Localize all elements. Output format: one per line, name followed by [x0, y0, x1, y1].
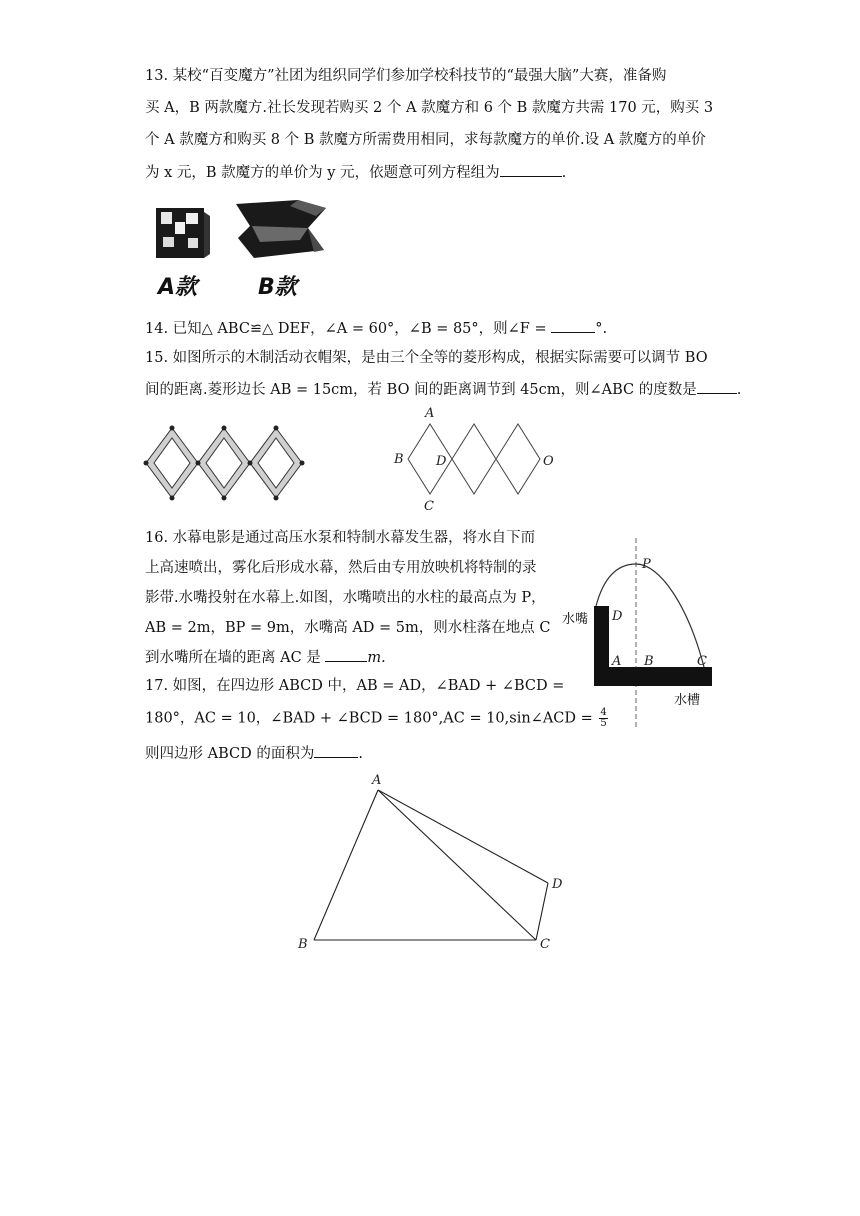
q13-line-4 — [145, 162, 566, 183]
q16-line-4: AB = 2m，BP = 9m，水嘴高 AD = 5m，则水柱落在地点 C — [145, 620, 551, 636]
cube-b-icon — [236, 200, 326, 258]
sin-fraction — [599, 708, 607, 729]
cube-a-label: A款 — [158, 275, 198, 300]
label-b: B — [394, 452, 404, 467]
q17-line-2 — [145, 708, 608, 729]
label-a: A — [425, 406, 435, 421]
label-d: D — [552, 877, 563, 892]
q15-answer-blank[interactable] — [697, 379, 737, 394]
q15-line-2-end: . — [736, 382, 742, 398]
trough-label: 水槽 — [674, 693, 701, 708]
label-a: A — [612, 654, 622, 669]
q13-line-3: 个 A 款魔方和购买 8 个 B 款魔方所需费用相同，求每款魔方的单价.设 A 款魔方的单价 — [145, 132, 706, 148]
label-c: C — [424, 499, 434, 514]
label-d: D — [612, 609, 623, 624]
q16-fountain-figure — [556, 536, 720, 732]
frac-denominator: 5 — [600, 718, 607, 729]
q16-line-1: 16. 水幕电影是通过高压水泵和特制水幕发生器，将水自下而 — [145, 530, 536, 546]
q15-line-2-text: 间的距离.菱形边长 AB = 15cm，若 BO 间的距离调节到 45cm，则∠ABC 的度数是 — [145, 382, 697, 398]
q17-line-3-text: 则四边形 ABCD 的面积为 — [145, 746, 315, 762]
q16-answer-blank[interactable] — [325, 647, 367, 662]
q17-answer-blank[interactable] — [314, 743, 358, 758]
q14-text: 14. 已知△ ABC≌△ DEF，∠A = 60°，∠B = 85°，则∠F = — [145, 321, 547, 337]
q13-line-4-end: . — [561, 165, 567, 181]
q13-answer-blank[interactable] — [500, 162, 562, 177]
frac-numerator: 4 — [600, 707, 607, 718]
label-d: D — [436, 454, 447, 469]
q13-line-1: 13. 某校“百变魔方”社团为组织同学们参加学校科技节的“最强大脑”大赛，准备购 — [145, 68, 667, 84]
label-c: C — [540, 937, 550, 952]
q15-rhombus-diagram — [388, 404, 558, 516]
cube-a-icon — [156, 208, 210, 258]
label-b: B — [298, 937, 308, 952]
q13-line-4-text: 为 x 元，B 款魔方的单价为 y 元，依题意可列方程组为 — [145, 165, 500, 181]
q17-line-3 — [145, 743, 363, 764]
q13-cubes-figure — [148, 192, 338, 304]
nozzle-label: 水嘴 — [562, 612, 589, 627]
q13-line-2: 买 A，B 两款魔方.社长发现若购买 2 个 A 款魔方和 6 个 B 款魔方共需 170 元，购买 3 — [145, 100, 714, 116]
label-a: A — [372, 773, 382, 788]
q16-line-3: 影带.水嘴投射在水幕上.如图，水嘴喷出的水柱的最高点为 P， — [145, 590, 546, 606]
q17-line-3-end: . — [358, 746, 363, 762]
label-o: O — [543, 454, 554, 469]
label-b: B — [644, 654, 654, 669]
q16-line-5 — [145, 647, 386, 668]
cube-b-label: B款 — [258, 275, 297, 300]
q14-end: °. — [595, 321, 608, 337]
q14-answer-blank[interactable] — [551, 318, 595, 333]
q17-line-2-text: 180°，AC = 10，∠BAD + ∠BCD = 180°,AC = 10,sin∠ACD = — [145, 710, 593, 727]
q16-line-5-text: 到水嘴所在墙的距离 AC 是 — [145, 650, 321, 666]
q14-line — [145, 318, 607, 339]
label-c: C — [697, 654, 707, 669]
q16-line-2: 上高速喷出，雾化后形成水幕，然后由专用放映机将特制的录 — [145, 560, 537, 576]
q17-quadrilateral-diagram — [290, 768, 580, 958]
q15-hanger-figure — [140, 418, 310, 508]
q15-line-2 — [145, 379, 741, 400]
label-p: P — [642, 557, 651, 572]
q17-line-1: 17. 如图，在四边形 ABCD 中，AB = AD，∠BAD + ∠BCD = — [145, 678, 565, 694]
q16-line-5-end: m. — [367, 650, 386, 666]
q15-line-1: 15. 如图所示的木制活动衣帽架，是由三个全等的菱形构成，根据实际需要可以调节 BO — [145, 350, 708, 366]
